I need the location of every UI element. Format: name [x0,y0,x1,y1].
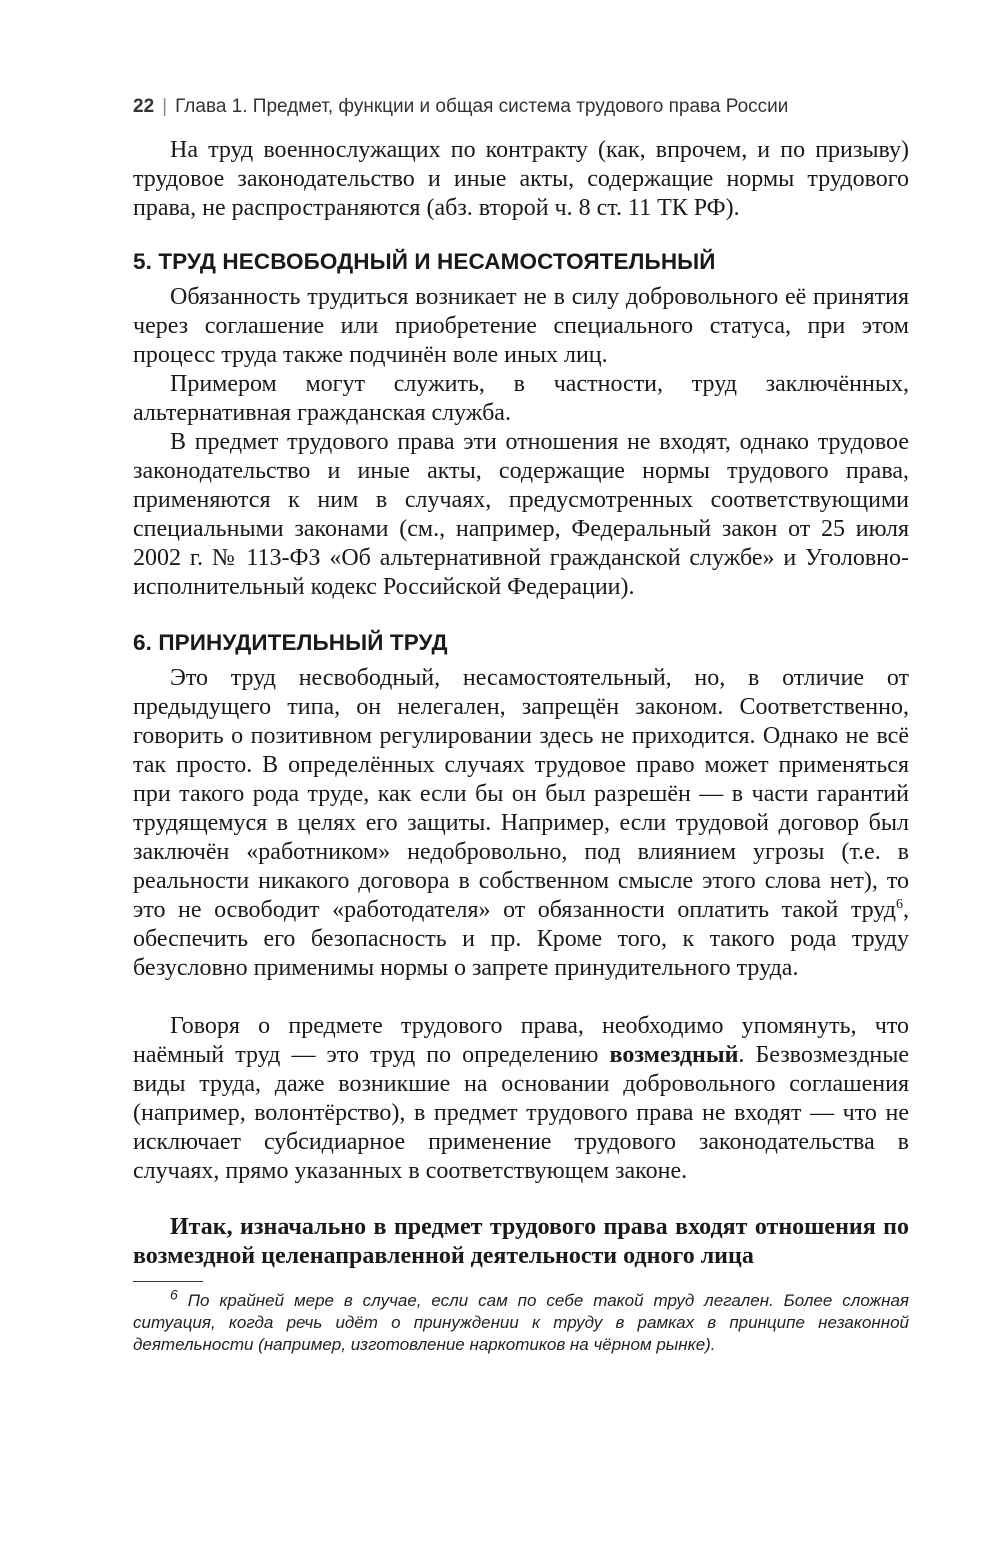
running-header [133,92,909,126]
section-5-paragraph-1: Обязанность трудиться возникает не в силу добровольного её принятия через соглашение или приобретение специального статуса, при этом процесс труда также подчинён воле иных лиц. [133,284,909,368]
paid-labor-text-2: . Безвозмездные виды труда, даже возникшие на основании добровольного соглашения (например, волонтёрство), в предмет трудового права не входят — что не исключает субсидиарное применение трудового законодательства в случаях, прямо указанных в соответствующем законе. [133,1042,909,1184]
footnote-text: По крайней мере в случае, если сам по себе такой труд легален. Более сложная ситуация, когда речь идёт о принуждении к труду в рамках в принципе незаконной деятельности (например, изготовление наркотиков на чёрном рынке). [133,1291,909,1354]
paid-labor-text-1: Говоря о предмете трудового права, необходимо упомянуть, что наёмный труд — это труд по определению [133,1013,909,1068]
footnote-reference[interactable]: 6 [896,897,903,912]
paid-labor-paragraph [133,1012,909,1186]
chapter-title: Глава 1. Предмет, функции и общая система трудового права России [175,96,789,117]
paid-labor-bold-term: возмездный [609,1042,739,1068]
section-5-paragraph-3: В предмет трудового права эти отношения не входят, однако трудовое законодательство и иные акты, содержащие нормы трудового права, применяются к ним в случаях, предусмотренных соответствующими специальными законами (см., например, Федеральный закон от 25 июля 2002 г. № 113-ФЗ «Об альтернативной гражданской службе» и Уголовно-исполнительный кодекс Российской Федерации). [133,429,909,600]
footnote-number: 6 [170,1286,178,1303]
header-separator: | [162,96,168,117]
footnote-divider [133,1281,203,1282]
section-6-text-part-1: Это труд несвободный, несамостоятельный, но, в отличие от предыдущего типа, он нелегален, запрещён законом. Соответственно, говорить о позитивном регулировании здесь не приходится. Однако не всё так просто. В определённых случаях трудовое право может применяться при такого рода труде, как если бы он был разрешён — в части гарантий трудящемуся в целях его защиты. Например, если трудовой договор был заключён «работником» недобровольно, под влиянием угрозы (т.е. в реальности никакого договора в собственном смысле этого слова нет), то это не освободит «работодателя» от обязанности оплатить такой труд [133,665,909,923]
section-6-text-part-2: , обеспечить его безопасность и пр. Кроме того, к такого рода труду безусловно применимы нормы о запрете принудительного труда. [133,897,909,981]
summary-paragraph: Итак, изначально в предмет трудового права входят отношения по возмездной целенаправленной деятельности одного лица [133,1214,909,1269]
book-page [133,92,909,1356]
section-5-heading: 5. ТРУД НЕСВОБОДНЫЙ И НЕСАМОСТОЯТЕЛЬНЫЙ [133,249,716,274]
section-6-heading: 6. ПРИНУДИТЕЛЬНЫЙ ТРУД [133,630,448,655]
section-6-paragraph [133,664,909,983]
intro-paragraph: На труд военнослужащих по контракту (как, впрочем, и по призыву) трудовое законодательство и иные акты, содержащие нормы трудового права, не распространяются (абз. второй ч. 8 ст. 11 ТК РФ). [133,137,909,221]
section-5-paragraph-2: Примером могут служить, в частности, труд заключённых, альтернативная гражданская служба. [133,371,909,426]
page-number: 22 [133,96,155,117]
footnote-6 [133,1286,909,1356]
